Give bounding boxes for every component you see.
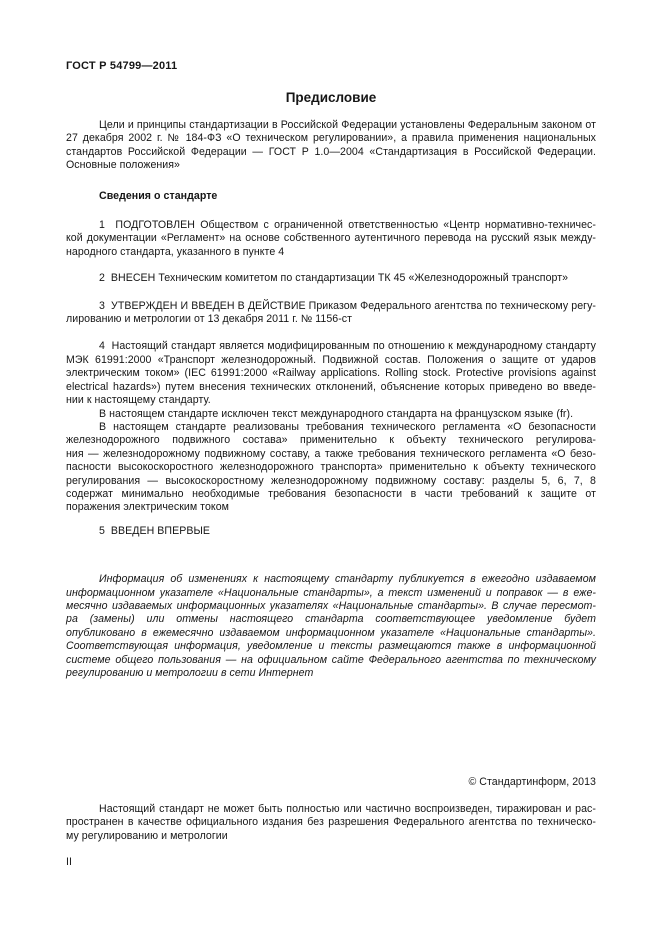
text-line: В настоящем стандарте исключен текст международного стандарта на французском языке (fr).	[99, 407, 574, 420]
text-line: 2 ВНЕСЕН Техническим комитетом по стандартизации ТК 45 «Железнодорожный транспорт»	[99, 272, 569, 285]
text-line: электрическим током» (IEC 61991:2000 «Railway applications. Rolling stock. Protective provisions against	[66, 367, 596, 380]
text-line: кой документации «Регламент» на основе собственного аутентичного перевода на русский язык между-	[66, 232, 596, 245]
text-line: © Стандартинформ, 2013	[468, 776, 596, 789]
text-line: В настоящем стандарте реализованы требования технического регламента «О безопасности	[99, 420, 596, 433]
text-line: содержат минимально необходимые требования безопасности в части требований к защите от	[66, 487, 596, 500]
text-line: му регулированию и метрологии	[66, 829, 228, 842]
standard-info-heading	[66, 190, 596, 203]
text-line: МЭК 61991:2000 «Транспорт железнодорожный. Подвижной состав. Положения о защите от ударов	[66, 353, 596, 366]
item-1-prepared	[66, 219, 596, 259]
french-text-note	[66, 408, 596, 421]
text-line: Цели и принципы стандартизации в Российской Федерации установлены Федеральным законом от	[99, 119, 596, 131]
text-line: 27 декабря 2002 г. № 184-ФЗ «О техническом регулировании», а правила применения национальных	[66, 132, 596, 145]
page-number	[66, 856, 596, 869]
text-line: Сведения о стандарте	[99, 189, 218, 202]
reproduction-notice	[66, 803, 596, 843]
intro-paragraph	[66, 119, 596, 173]
text-line: нии к настоящему стандарту.	[66, 394, 211, 407]
regulations-paragraph	[66, 421, 596, 515]
text-line: Основные положения»	[66, 159, 180, 172]
copyright-line	[66, 776, 596, 789]
text-line: лированию и метрологии от 13 декабря 2011 г. № 1156-ст	[66, 313, 353, 326]
text-line: ра (замены) или отмены настоящего стандарта соответствующее уведомление будет	[66, 613, 596, 626]
item-4-modified	[66, 340, 596, 407]
item-5-first-edition	[66, 525, 596, 538]
text-line: Информация об изменениях к настоящему стандарту публикуется в ежегодно издаваемом	[99, 573, 596, 586]
text-line: 5 ВВЕДЕН ВПЕРВЫЕ	[99, 524, 210, 537]
document-body	[66, 119, 596, 869]
text-line: стандартов Российской Федерации — ГОСТ Р 1.0—2004 «Стандартизация в Российской Федерации.	[66, 145, 596, 158]
text-line: регулированию и метрологии в сети Интернет	[66, 667, 314, 679]
text-line: 4 Настоящий стандарт является модифицированным по отношению к международному стандарту	[99, 340, 596, 353]
text-line: системе общего пользования — на официальном сайте Федерального агентства по техническому	[66, 653, 596, 666]
text-line: информационном указателе «Национальные стандарты», а текст изменений и поправок — в еже-	[66, 586, 596, 599]
item-3-approved	[66, 300, 596, 327]
text-line: железнодорожного подвижного состава» применительно к объекту технического регулирова-	[66, 434, 596, 447]
text-line: 3 УТВЕРЖДЕН И ВВЕДЕН В ДЕЙСТВИЕ Приказом Федерального агентства по техническому регу-	[99, 299, 596, 312]
text-line: Соответствующая информация, уведомление и тексты размещаются также в информационной	[66, 640, 596, 653]
item-2-submitted	[66, 272, 596, 285]
doc-code: ГОСТ Р 54799—2011	[66, 60, 178, 72]
page-title: Предисловие	[285, 90, 377, 105]
text-line: Настоящий стандарт не может быть полностью или частично воспроизведен, тиражирован и рас-	[99, 802, 596, 815]
text-line: пространен в качестве официального издания без разрешения Федерального агентства по техническо-	[66, 816, 596, 829]
text-line: electrical hazards») путем внесения технических отклонений, объяснение которых приведено во введе-	[66, 380, 596, 393]
text-line: ния — железнодорожному подвижному составу, а также требования технического регламента «О безо-	[66, 447, 596, 460]
text-line: опубликовано в ежемесячно издаваемом информационном указателе «Национальные стандарты».	[66, 626, 596, 639]
text-line: месячно издаваемых информационных указателях «Национальные стандарты». В случае пересмот-	[66, 599, 596, 612]
changes-info-notice	[66, 573, 596, 680]
text-line: 1 ПОДГОТОВЛЕН Обществом с ограниченной ответственностью «Центр нормативно-техничес-	[99, 219, 596, 232]
text-line: пасности высокоскоростного железнодорожного транспорта» применительно к объекту технического	[66, 461, 596, 474]
text-line: поражения электрическим током	[66, 501, 229, 514]
text-line: народного стандарта, указанного в пункте 4	[66, 245, 285, 258]
text-line: регулирования — высокоскоростному железнодорожному подвижному составу: разделы 5, 6, 7, 8	[66, 474, 596, 487]
text-line: II	[66, 856, 72, 869]
